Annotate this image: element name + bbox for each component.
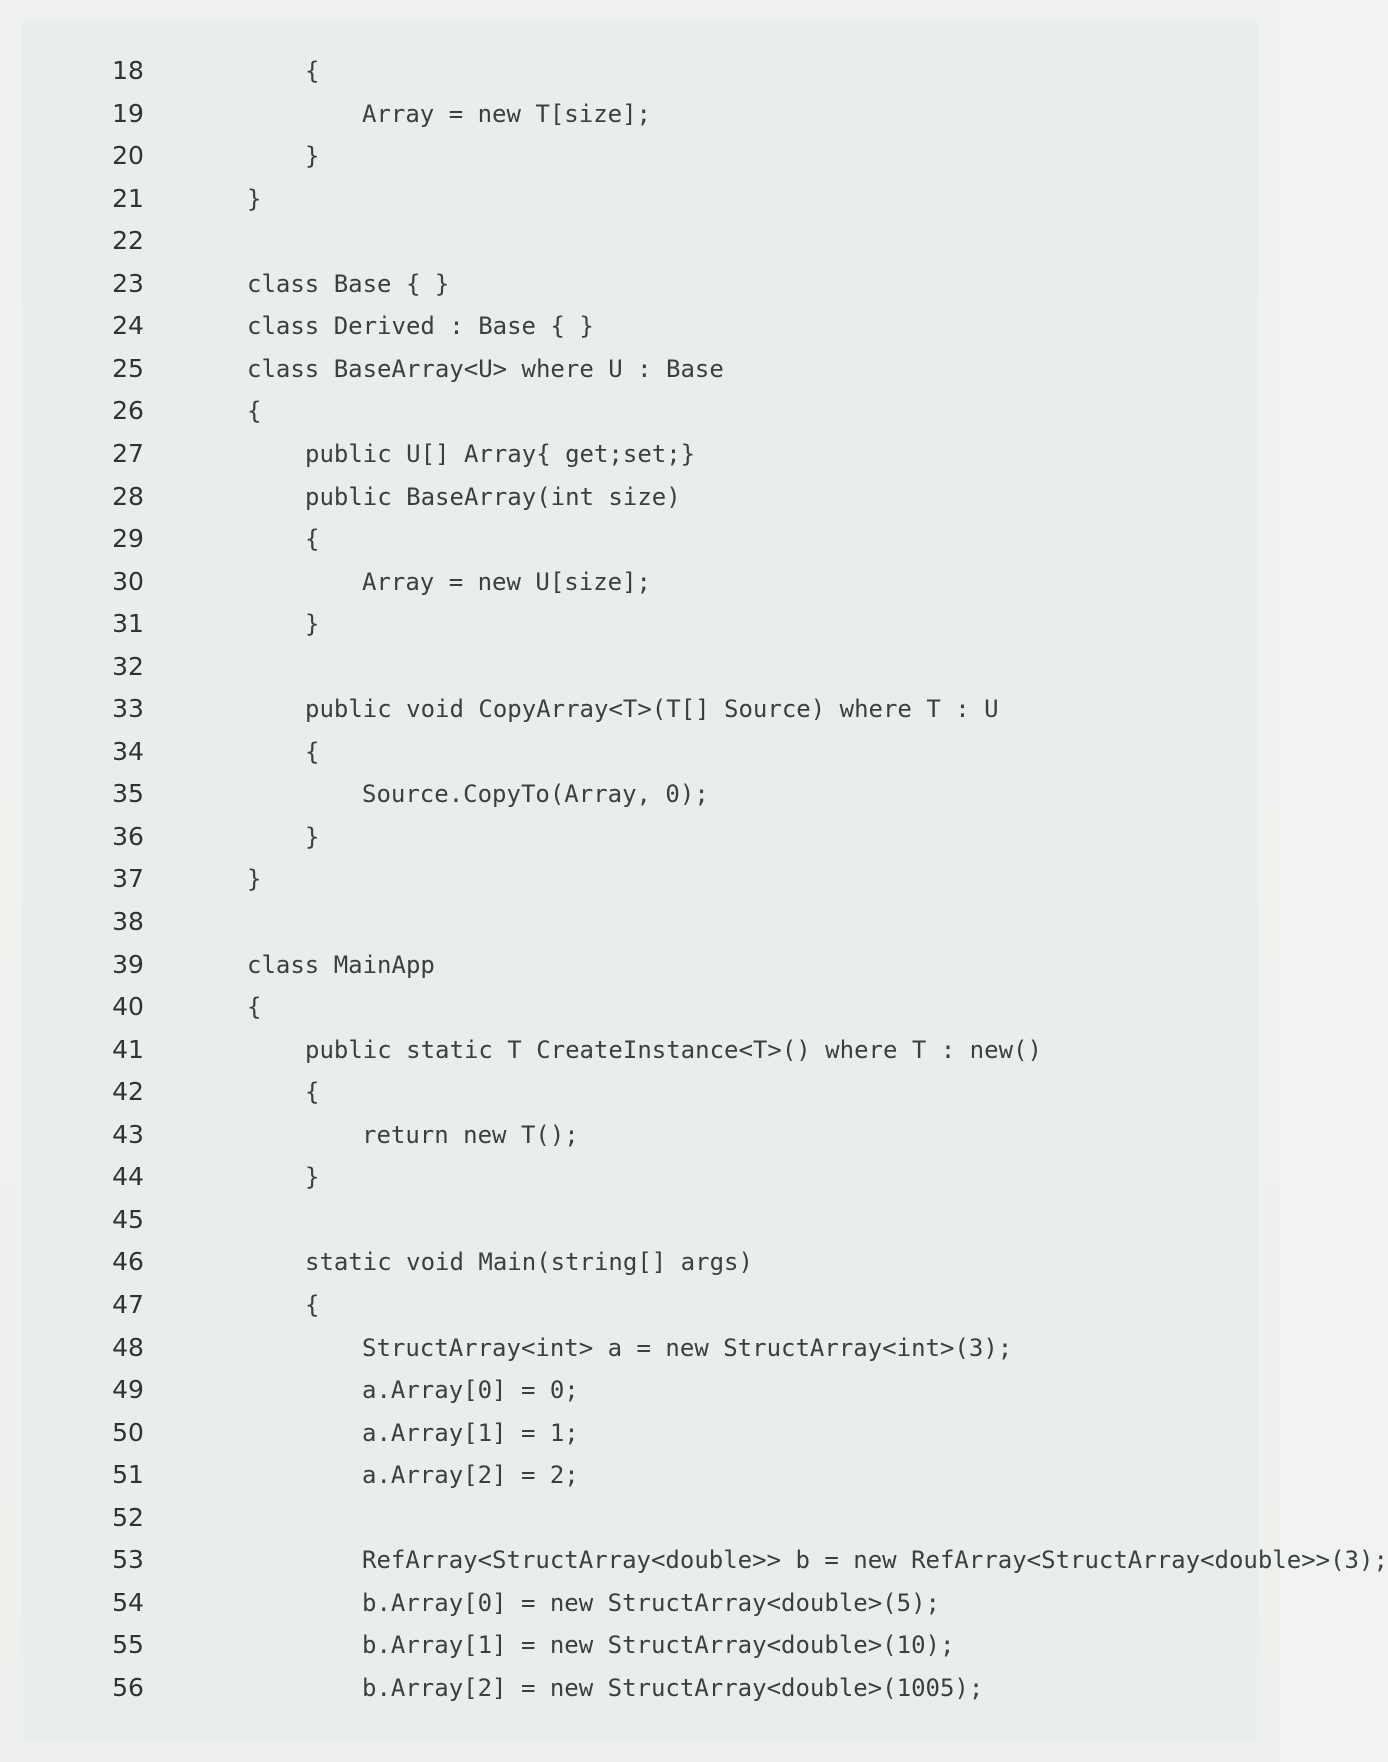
code-text: { [305, 737, 320, 766]
code-text: a.Array[2] = 2; [362, 1461, 579, 1490]
code-line [22, 1539, 1388, 1582]
code-line [22, 731, 1258, 774]
code-line [22, 901, 1258, 944]
code-line [22, 1241, 1258, 1284]
line-number: 35 [112, 779, 144, 809]
line-number: 24 [112, 311, 144, 341]
code-line [22, 1327, 1258, 1370]
code-text: class Derived : Base { } [247, 312, 594, 341]
line-number: 18 [112, 56, 144, 85]
code-line [22, 1412, 1258, 1455]
line-number: 22 [112, 226, 144, 256]
code-text: public BaseArray(int size) [305, 482, 681, 511]
line-number: 50 [112, 1417, 144, 1447]
code-line [22, 1454, 1258, 1497]
code-line [22, 1667, 1258, 1710]
line-number: 25 [112, 353, 144, 383]
line-number: 55 [112, 1630, 144, 1660]
line-number: 42 [112, 1077, 144, 1107]
code-line [22, 1114, 1258, 1157]
line-number: 46 [112, 1247, 144, 1277]
line-number: 36 [112, 821, 144, 851]
line-number: 27 [112, 438, 144, 468]
code-line [22, 518, 1258, 561]
line-number: 56 [112, 1672, 144, 1702]
line-number: 31 [112, 609, 144, 639]
line-number: 21 [112, 183, 144, 213]
code-line [22, 561, 1258, 604]
line-number: 23 [112, 268, 144, 298]
line-number: 51 [112, 1460, 144, 1490]
code-line [22, 1156, 1258, 1199]
line-number: 37 [112, 864, 144, 894]
code-line [22, 390, 1258, 433]
code-text: a.Array[0] = 0; [362, 1376, 579, 1405]
code-text: class Base { } [247, 269, 450, 298]
code-line [22, 986, 1258, 1029]
code-text: } [247, 184, 262, 213]
code-text: { [305, 1290, 320, 1319]
code-line [22, 178, 1258, 221]
code-line [22, 1029, 1258, 1072]
code-line [22, 1284, 1258, 1327]
line-number: 39 [112, 949, 144, 979]
code-text: StructArray<int> a = new StructArray<int>(3); [362, 1333, 1013, 1362]
line-number: 43 [112, 1119, 144, 1149]
code-text: public void CopyArray<T>(T[] Source) where T : U [305, 695, 999, 724]
code-text: { [247, 993, 262, 1022]
code-text: Array = new U[size]; [362, 567, 651, 596]
code-text: class BaseArray<U> where U : Base [247, 354, 724, 383]
code-line [22, 816, 1258, 859]
code-line [22, 263, 1258, 306]
code-text: a.Array[1] = 1; [362, 1418, 579, 1447]
code-line [22, 348, 1258, 391]
line-number: 19 [112, 98, 144, 128]
line-number: 44 [112, 1162, 144, 1192]
line-number: 29 [112, 524, 144, 554]
code-text: Source.CopyTo(Array, 0); [362, 780, 709, 809]
code-text: Array = new T[size]; [362, 99, 651, 128]
line-number: 53 [112, 1545, 144, 1575]
code-text: { [305, 57, 320, 85]
code-line [22, 944, 1258, 987]
line-number: 54 [112, 1587, 144, 1617]
code-text: public static T CreateInstance<T>() where T : new() [305, 1035, 1042, 1064]
code-text: RefArray<StructArray<double>> b = new RefArray<StructArray<double>>(3); [362, 1546, 1388, 1575]
code-text: } [247, 865, 262, 894]
code-listing [22, 22, 1388, 1740]
line-number: 33 [112, 694, 144, 724]
line-number: 47 [112, 1289, 144, 1319]
code-text: public U[] Array{ get;set;} [305, 439, 696, 468]
code-line [22, 646, 1258, 689]
line-number: 48 [112, 1332, 144, 1362]
code-line [22, 1624, 1258, 1667]
code-line [22, 433, 1258, 476]
line-number: 40 [112, 992, 144, 1022]
line-number: 20 [112, 141, 144, 171]
line-number: 41 [112, 1034, 144, 1064]
code-text: static void Main(string[] args) [305, 1248, 753, 1277]
code-line [22, 1582, 1258, 1625]
code-line [22, 773, 1258, 816]
code-text: b.Array[2] = new StructArray<double>(1005); [362, 1673, 984, 1702]
code-line [22, 220, 1258, 263]
code-text: } [305, 822, 320, 851]
code-text: } [305, 1163, 320, 1192]
code-line [22, 1369, 1258, 1412]
code-line [22, 50, 1258, 93]
code-text: { [305, 525, 320, 554]
code-line [22, 305, 1258, 348]
code-line [22, 135, 1258, 178]
code-line [22, 476, 1258, 519]
line-number: 32 [112, 651, 144, 681]
code-line [22, 858, 1258, 901]
code-line [22, 1497, 1258, 1540]
code-text: } [305, 610, 320, 639]
code-text: } [305, 142, 320, 171]
code-line [22, 1071, 1258, 1114]
code-text: b.Array[1] = new StructArray<double>(10); [362, 1631, 955, 1660]
line-number: 30 [112, 566, 144, 596]
line-number: 52 [112, 1502, 144, 1532]
code-text: { [305, 1078, 320, 1107]
code-text: return new T(); [362, 1120, 579, 1149]
line-number: 34 [112, 736, 144, 766]
code-line [22, 1199, 1258, 1242]
code-text: class MainApp [247, 950, 435, 979]
code-line [22, 603, 1258, 646]
code-line [22, 688, 1258, 731]
code-text: b.Array[0] = new StructArray<double>(5); [362, 1588, 940, 1617]
code-line [22, 93, 1258, 136]
line-number: 28 [112, 481, 144, 511]
line-number: 45 [112, 1204, 144, 1234]
code-text: { [247, 397, 262, 426]
line-number: 38 [112, 907, 144, 936]
line-number: 49 [112, 1375, 144, 1405]
line-number: 26 [112, 396, 144, 426]
